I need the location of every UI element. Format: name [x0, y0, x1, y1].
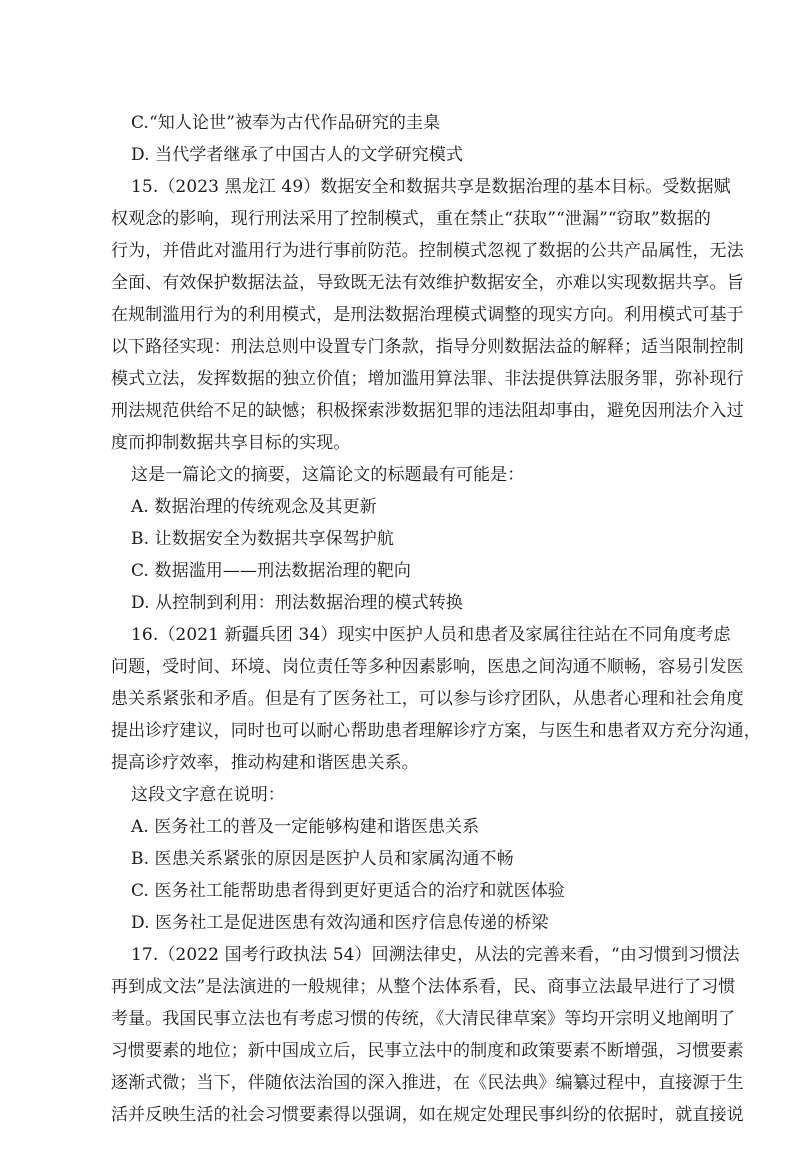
question-16-prompt: 这段文字意在说明： — [131, 785, 285, 805]
option-d-q16: D. 医务社工是促进医患有效沟通和医疗信息传递的桥梁 — [131, 913, 549, 933]
question-17-line-4: 习惯要素的地位；新中国成立后，民事立法中的制度和政策要素不断增强，习惯要素 — [111, 1041, 744, 1061]
question-17-line-6: 活并反映生活的社会习惯要素得以强调，如在规定处理民事纠纷的依据时，就直接说 — [111, 1105, 744, 1125]
question-16-line-2: 问题，受时间、环境、岗位责任等多种因素影响，医患之间沟通不顺畅，容易引发医 — [111, 657, 744, 677]
question-17-line-2: 再到成文法”是法演进的一般规律；从整个法体系看，民、商事立法最早进行了习惯 — [111, 977, 736, 997]
question-17-line-5: 逐渐式微；当下，伴随依法治国的深入推进，在《民法典》编纂过程中，直接源于生 — [111, 1073, 744, 1093]
option-d-q14: D. 当代学者继承了中国古人的文学研究模式 — [131, 145, 463, 165]
option-a-q15: A. 数据治理的传统观念及其更新 — [131, 497, 377, 517]
question-16-line-4: 提出诊疗建议，同时也可以耐心帮助患者理解诊疗方案，与医生和患者双方充分沟通， — [111, 721, 761, 741]
question-15-line-2: 权观念的影响，现行刑法采用了控制模式，重在禁止“获取”“泄漏”“窃取”数据的 — [111, 209, 711, 229]
question-15-prompt: 这是一篇论文的摘要，这篇论文的标题最有可能是： — [131, 465, 525, 485]
option-c-q14: C.“知人论世”被奉为古代作品研究的圭臬 — [131, 113, 441, 133]
question-15-line-9: 度而抑制数据共享目标的实现。 — [111, 433, 351, 453]
question-17-line-1: 17.（2022 国考行政执法 54）回溯法律史，从法的完善来看，“由习惯到习惯法 — [131, 945, 740, 965]
question-15-line-8: 刑法规范供给不足的缺憾；积极探索涉数据犯罪的违法阻却事由，避免因刑法介入过 — [111, 401, 744, 421]
question-16-line-1: 16.（2021 新疆兵团 34）现实中医护人员和患者及家属往往站在不同角度考虑 — [131, 625, 731, 645]
option-c-q16: C. 医务社工能帮助患者得到更好更适合的治疗和就医体验 — [131, 881, 565, 901]
option-b-q16: B. 医患关系紧张的原因是医护人员和家属沟通不畅 — [131, 849, 514, 869]
question-17-line-3: 考量。我国民事立法也有考虑习惯的传统，《大清民律草案》等均开宗明义地阐明了 — [111, 1009, 736, 1029]
question-15-line-5: 在规制滥用行为的利用模式，是刑法数据治理模式调整的现实方向。利用模式可基于 — [111, 305, 744, 325]
option-c-q15: C. 数据滥用——刑法数据治理的靶向 — [131, 561, 412, 581]
option-b-q15: B. 让数据安全为数据共享保驾护航 — [131, 529, 394, 549]
question-15-line-4: 全面、有效保护数据法益，导致既无法有效维护数据安全，亦难以实现数据共享。旨 — [111, 273, 744, 293]
question-15-line-7: 模式立法，发挥数据的独立价值；增加滥用算法罪、非法提供算法服务罪，弥补现行 — [111, 369, 744, 389]
question-15-line-3: 行为，并借此对滥用行为进行事前防范。控制模式忽视了数据的公共产品属性，无法 — [111, 241, 744, 261]
question-16-line-5: 提高诊疗效率，推动构建和谐医患关系。 — [111, 753, 419, 773]
question-15-line-1: 15.（2023 黑龙江 49）数据安全和数据共享是数据治理的基本目标。受数据赋 — [131, 177, 731, 197]
question-16-line-3: 患关系紧张和矛盾。但是有了医务社工，可以参与诊疗团队，从患者心理和社会角度 — [111, 689, 744, 709]
option-a-q16: A. 医务社工的普及一定能够构建和谐医患关系 — [131, 817, 480, 837]
question-15-line-6: 以下路径实现：刑法总则中设置专门条款，指导分则数据法益的解释；适当限制控制 — [111, 337, 744, 357]
option-d-q15: D. 从控制到利用：刑法数据治理的模式转换 — [131, 593, 463, 613]
